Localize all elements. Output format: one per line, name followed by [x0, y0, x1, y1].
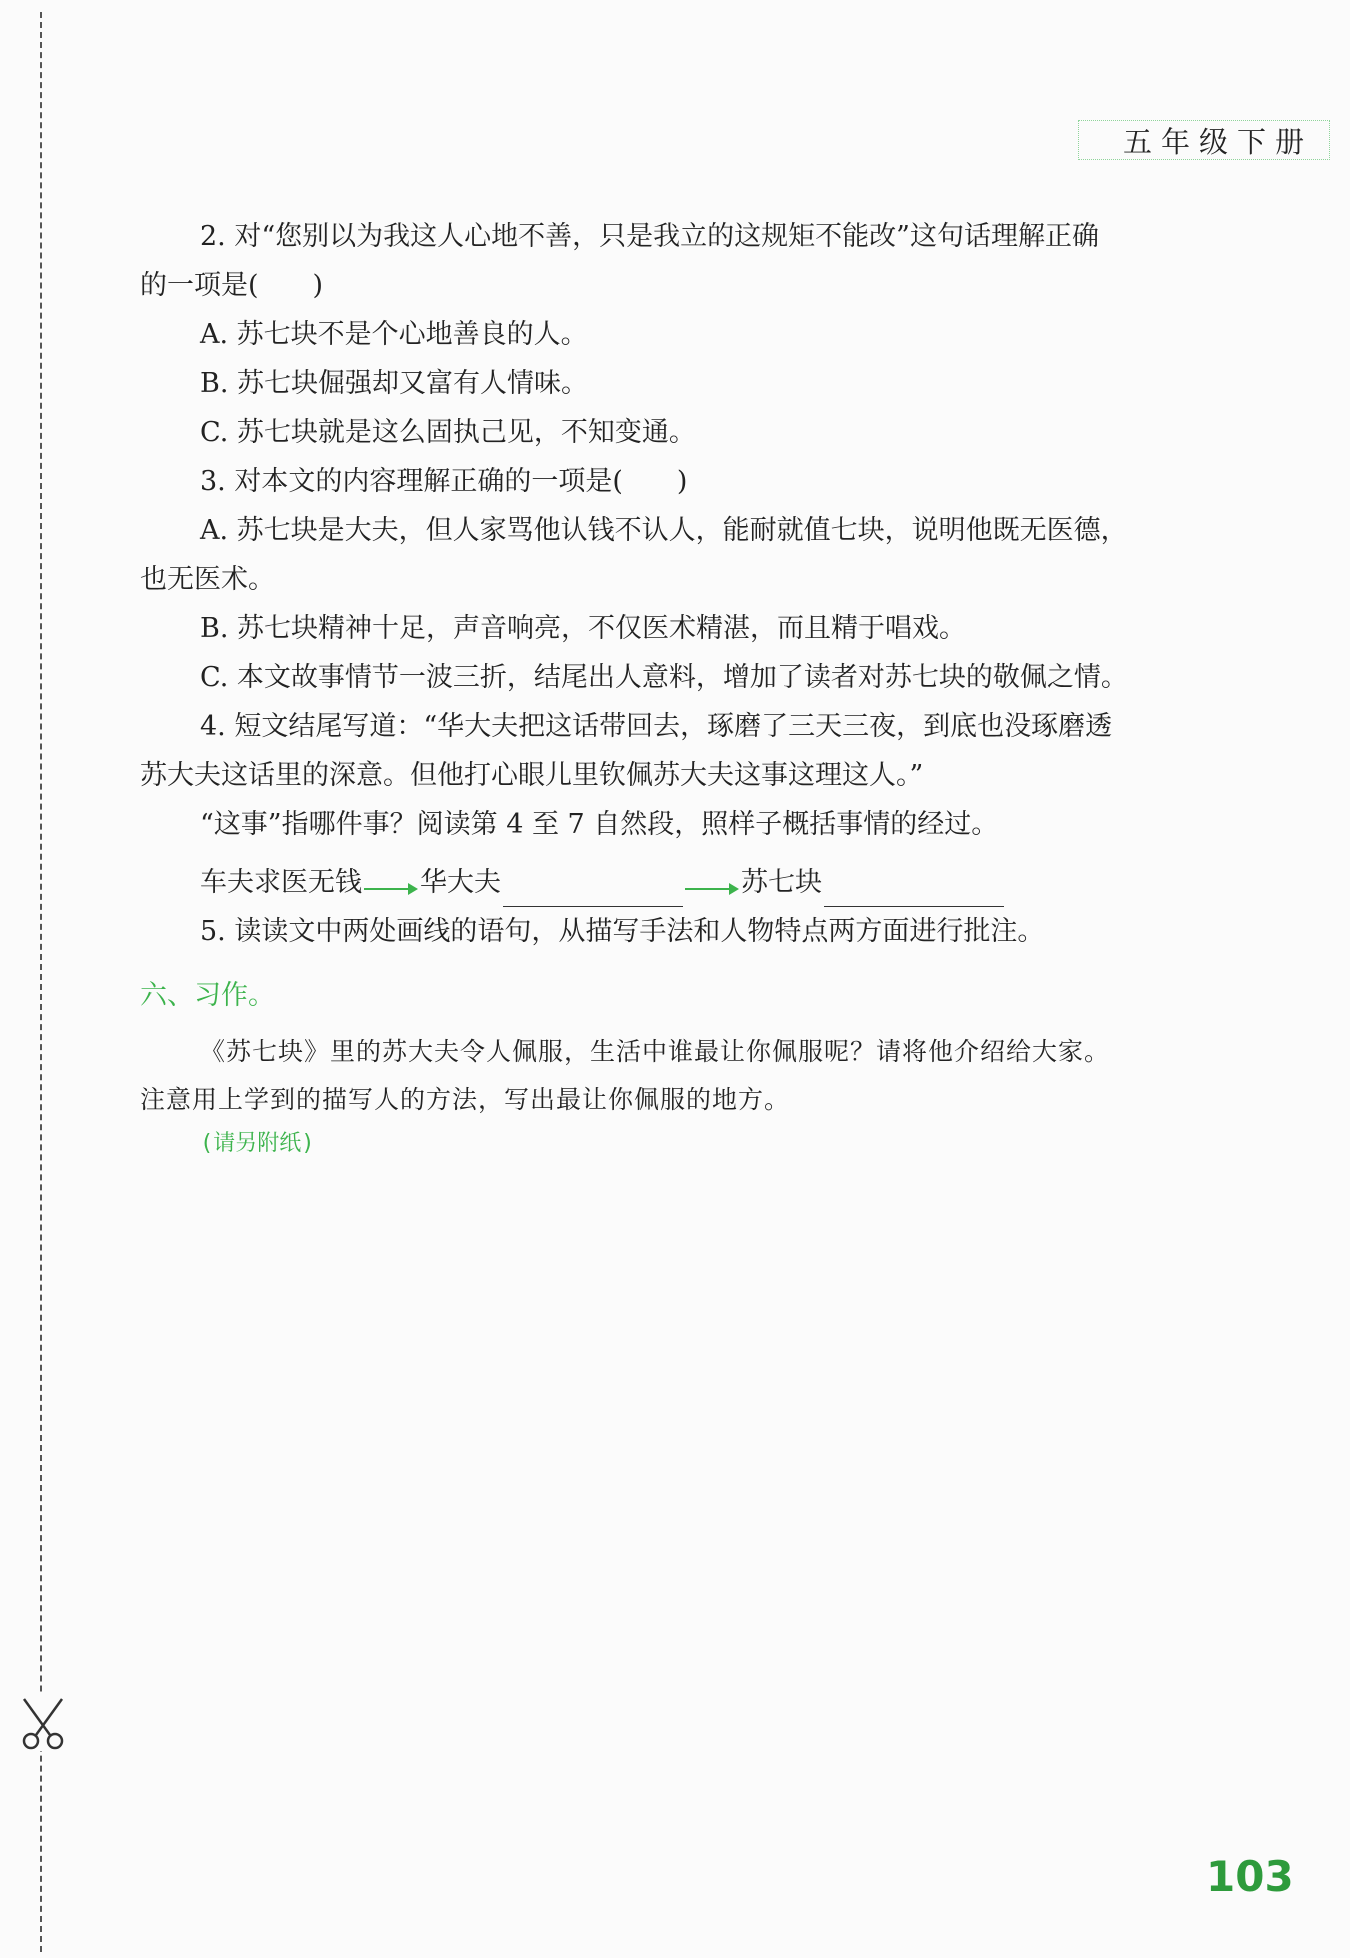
- q2-option-a: A. 苏七块不是个心地善良的人。: [200, 319, 588, 350]
- flow-step-2: 华大夫: [420, 867, 501, 898]
- arrow-right-icon: [362, 879, 420, 899]
- grade-label: 五年级下册: [1078, 120, 1330, 160]
- flow-blank-2[interactable]: [824, 876, 1004, 907]
- page-number: 103: [1206, 1852, 1294, 1901]
- attach-paper-note: (请另附纸): [200, 1131, 315, 1156]
- q2-stem-line2: 的一项是( ): [140, 270, 324, 301]
- scissors-icon: [16, 1695, 70, 1751]
- q4-stem-line1: 4. 短文结尾写道：“华大夫把这话带回去，琢磨了三天三夜，到底也没琢磨透: [200, 711, 1113, 742]
- q3-option-a-line2: 也无医术。: [140, 564, 275, 595]
- section-6-title: 六、习作。: [140, 980, 275, 1011]
- essay-prompt-line1: 《苏七块》里的苏大夫令人佩服，生活中谁最让你佩服呢？请将他介绍给大家。: [200, 1037, 1111, 1066]
- essay-prompt-line2: 注意用上学到的描写人的方法，写出最让你佩服的地方。: [140, 1085, 791, 1114]
- q3-stem: 3. 对本文的内容理解正确的一项是( ): [200, 466, 688, 497]
- flow-step-1: 车夫求医无钱: [200, 867, 362, 898]
- flow-step-3: 苏七块: [741, 867, 822, 898]
- q5-stem: 5. 读读文中两处画线的语句，从描写手法和人物特点两方面进行批注。: [200, 916, 1045, 947]
- arrow-right-icon: [683, 879, 741, 899]
- q3-option-c: C. 本文故事情节一波三折，结尾出人意料，增加了读者对苏七块的敬佩之情。: [200, 662, 1128, 693]
- q4-prompt: “这事”指哪件事？阅读第 4 至 7 自然段，照样子概括事情的经过。: [200, 809, 999, 840]
- q2-option-b: B. 苏七块倔强却又富有人情味。: [200, 368, 589, 399]
- q2-stem-line1: 2. 对“您别以为我这人心地不善，只是我立的这规矩不能改”这句话理解正确: [200, 221, 1099, 252]
- event-flow: [140, 855, 1210, 907]
- q3-option-b: B. 苏七块精神十足，声音响亮，不仅医术精湛，而且精于唱戏。: [200, 613, 967, 644]
- cut-line: [40, 12, 42, 1952]
- main-content: [140, 212, 1210, 1164]
- q3-option-a-line1: A. 苏七块是大夫，但人家骂他认钱不认人，能耐就值七块，说明他既无医德，: [200, 515, 1128, 546]
- q2-option-c: C. 苏七块就是这么固执己见，不知变通。: [200, 417, 696, 448]
- q4-stem-line2: 苏大夫这话里的深意。但他打心眼儿里钦佩苏大夫这事这理这人。”: [140, 760, 924, 791]
- flow-blank-1[interactable]: [503, 876, 683, 907]
